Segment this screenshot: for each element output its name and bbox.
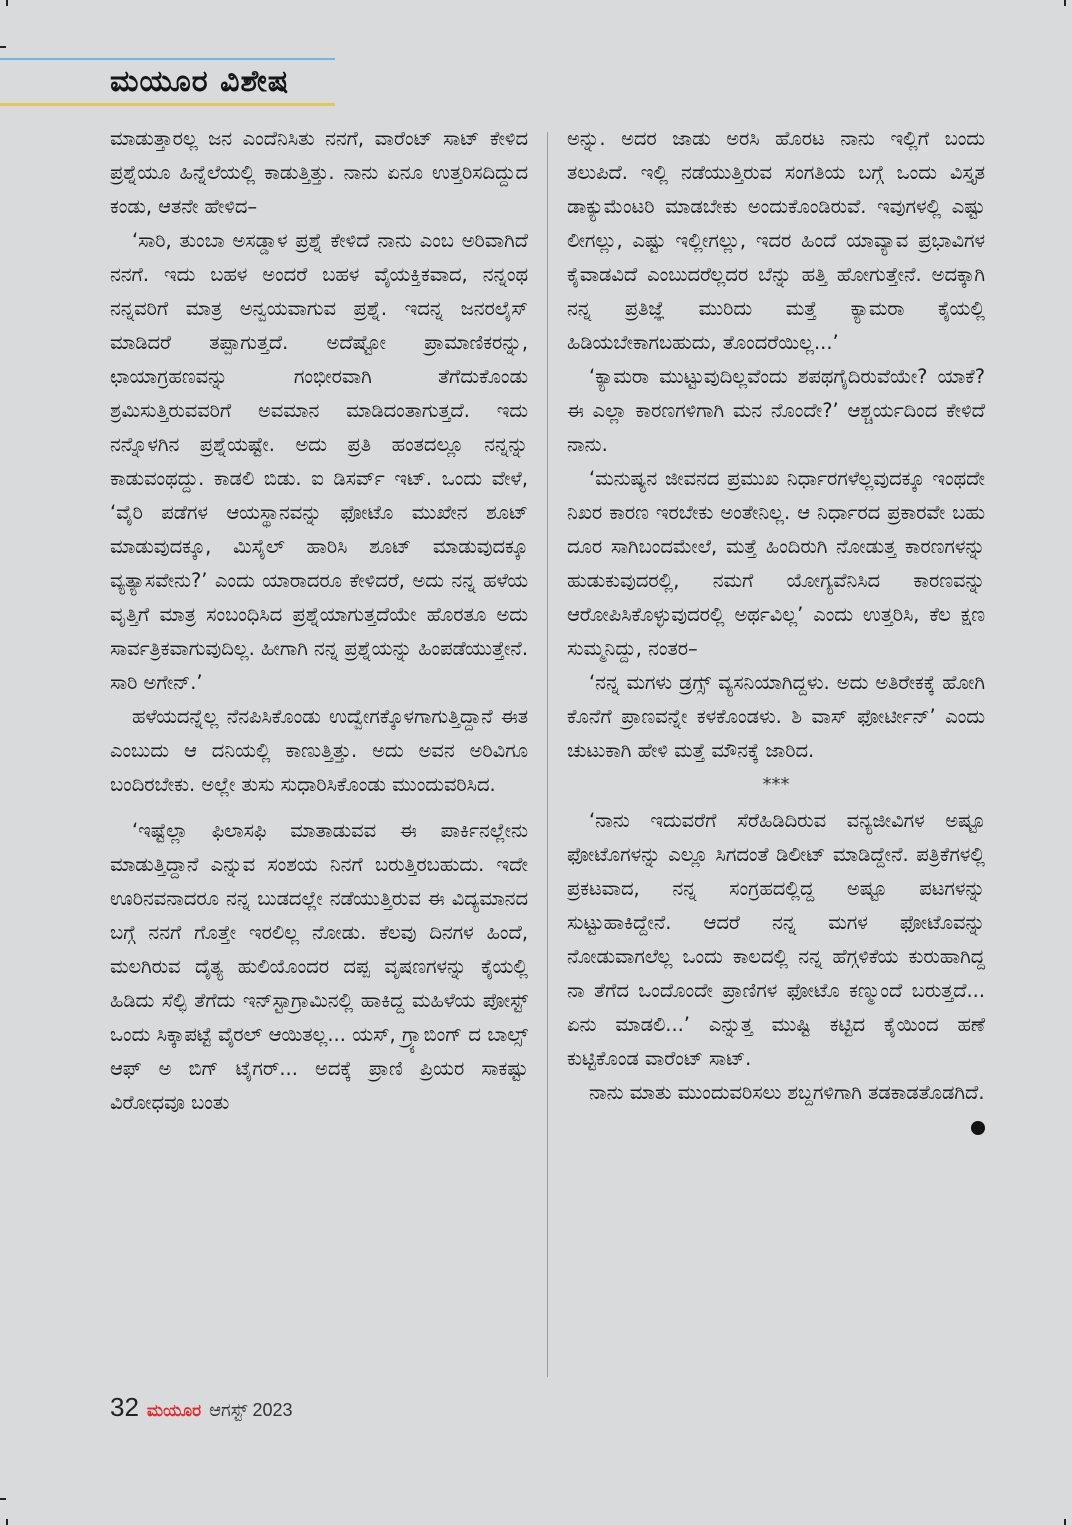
paragraph: ಅನ್ನು. ಅದರ ಜಾಡು ಅರಸಿ ಹೊರಟ ನಾನು ಇಲ್ಲಿಗೆ ಬಂದು ತಲುಪಿದೆ. ಇಲ್ಲಿ ನಡೆಯುತ್ತಿರುವ ಸಂಗತಿಯ ಬಗ್ಗೆ ಒಂದು ವಿಸ್ತೃತ ಡಾಕ್ಯುಮೆಂಟರಿ ಮಾಡಬೇಕು ಅಂದುಕೊಂಡಿರುವೆ. ಇವುಗಳಲ್ಲಿ ಎಷ್ಟು ಲೀಗಲ್ಲು, ಎಷ್ಟು ಇಲ್ಲೀಗಲ್ಲು, ಇದರ ಹಿಂದೆ ಯಾವ್ಯಾವ ಪ್ರಭಾವಿಗಳ ಕೈವಾಡವಿದೆ ಎಂಬುದರೆಲ್ಲದರ ಬೆನ್ನು ಹತ್ತಿ ಹೋಗುತ್ತೇನೆ. ಅದಕ್ಕಾಗಿ ನನ್ನ ಪ್ರತಿಜ್ಞೆ ಮುರಿದು ಮತ್ತೆ ಕ್ಯಾಮರಾ ಕೈಯಲ್ಲಿ ಹಿಡಿಯಬೇಕಾಗಬಹುದು, ತೊಂದರೆಯಿಲ್ಲ...’ <box>567 127 985 354</box>
paragraph: ಮಾಡುತ್ತಾರಲ್ಲ ಜನ ಎಂದೆನಿಸಿತು ನನಗೆ, ವಾರೆಂಟ್ ಸಾಟ್ ಕೇಳಿದ ಪ್ರಶ್ನೆಯೂ ಹಿನ್ನೆಲೆಯಲ್ಲಿ ಕಾಡುತ್ತಿತ್ತು. ನಾನು ಏನೂ ಉತ್ತರಿಸದಿದ್ದುದ ಕಂಡು, ಆತನೇ ಹೇಳಿದ– <box>110 127 528 218</box>
crop-mark-top-left <box>6 0 8 6</box>
right-column <box>567 122 985 1135</box>
header-rule-yellow <box>0 103 335 106</box>
paragraph: ‘ಸಾರಿ, ತುಂಬಾ ಅಸಡ್ಡಾಳ ಪ್ರಶ್ನೆ ಕೇಳಿದೆ ನಾನು ಎಂಬ ಅರಿವಾಗಿದೆ ನನಗೆ. ಇದು ಬಹಳ ಅಂದರೆ ಬಹಳ ವೈಯಕ್ತಿಕವಾದ, ನನ್ನಂಥ ನನ್ನವರಿಗೆ ಮಾತ್ರ ಅನ್ವಯವಾಗುವ ಪ್ರಶ್ನೆ. ಇದನ್ನ ಜನರಲೈಸ್ ಮಾಡಿದರೆ ತಪ್ಪಾಗುತ್ತದೆ. ಅದೆಷ್ಟೋ ಪ್ರಾಮಾಣಿಕರನ್ನು, ಛಾಯಾಗ್ರಹಣವನ್ನು ಗಂಭೀರವಾಗಿ ತೆಗೆದುಕೊಂಡು ಶ್ರಮಿಸುತ್ತಿರುವವರಿಗೆ ಅವಮಾನ ಮಾಡಿದಂತಾಗುತ್ತದೆ. ಇದು ನನ್ನೊಳಗಿನ ಪ್ರಶ್ನೆಯಷ್ಟೇ. ಅದು ಪ್ರತಿ ಹಂತದಲ್ಲೂ ನನ್ನನ್ನು ಕಾಡುವಂಥದ್ದು. ಕಾಡಲಿ ಬಿಡು. ಐ ಡಿಸರ್ವ್ ಇಟ್. ಒಂದು ವೇಳೆ, ‘ವೈರಿ ಪಡೆಗಳ ಆಯಸ್ಥಾನವನ್ನು ಫೋಟೊ ಮುಖೇನ ಶೂಟ್ ಮಾಡುವುದಕ್ಕೂ, ಮಿಸೈಲ್ ಹಾರಿಸಿ ಶೂಟ್ ಮಾಡುವುದಕ್ಕೂ ವ್ಯತ್ಯಾಸವೇನು?’ ಎಂದು ಯಾರಾದರೂ ಕೇಳಿದರೆ, ಅದು ನನ್ನ ಹಳೆಯ ವೃತ್ತಿಗೆ ಮಾತ್ರ ಸಂಬಂಧಿಸಿದ ಪ್ರಶ್ನೆಯಾಗುತ್ತದೆಯೇ ಹೊರತೂ ಅದು ಸಾರ್ವತ್ರಿಕವಾಗುವುದಿಲ್ಲ. ಹೀಗಾಗಿ ನನ್ನ ಪ್ರಶ್ನೆಯನ್ನು ಹಿಂಪಡೆಯುತ್ತೇನೆ. ಸಾರಿ ಅಗೇನ್.’ <box>110 229 528 694</box>
page-number: 32 <box>110 1392 139 1422</box>
crop-mark-bottom-right <box>1064 1519 1066 1525</box>
paragraph: ‘ನನ್ನ ಮಗಳು ಡ್ರಗ್ಸ್ ವ್ಯಸನಿಯಾಗಿದ್ದಳು. ಅದು ಅತಿರೇಕಕ್ಕೆ ಹೋಗಿ ಕೊನೆಗೆ ಪ್ರಾಣವನ್ನೇ ಕಳಕೊಂಡಳು. ಶಿ ವಾಸ್ ಫೋರ್ಟೀನ್’ ಎಂದು ಚುಟುಕಾಗಿ ಹೇಳಿ ಮತ್ತೆ ಮೌನಕ್ಕೆ ಜಾರಿದ. <box>567 671 985 762</box>
paragraph: ‘ಮನುಷ್ಯನ ಜೀವನದ ಪ್ರಮುಖ ನಿರ್ಧಾರಗಳೆಲ್ಲವುದಕ್ಕೂ ಇಂಥದೇ ನಿಖರ ಕಾರಣ ಇರಬೇಕು ಅಂತೇನಿಲ್ಲ. ಆ ನಿರ್ಧಾರದ ಪ್ರಕಾರವೇ ಬಹು ದೂರ ಸಾಗಿಬಂದಮೇಲೆ, ಮತ್ತೆ ಹಿಂದಿರುಗಿ ನೋಡುತ್ತ ಕಾರಣಗಳನ್ನು ಹುಡುಕುವುದರಲ್ಲಿ, ನಮಗೆ ಯೋಗ್ಯವೆನಿಸಿದ ಕಾರಣವನ್ನು ಆರೋಪಿಸಿಕೊಳ್ಳುವುದರಲ್ಲಿ ಅರ್ಥವಿಲ್ಲ’ ಎಂದು ಉತ್ತರಿಸಿ, ಕೆಲ ಕ್ಷಣ ಸುಮ್ಮನಿದ್ದು, ನಂತರ– <box>567 467 985 660</box>
crop-mark-bottom-left <box>6 1519 8 1525</box>
crop-mark-left-upper <box>0 46 6 48</box>
paragraph: ‘ನಾನು ಇದುವರೆಗೆ ಸೆರೆಹಿಡಿದಿರುವ ವನ್ಯಜೀವಿಗಳ ಅಷ್ಟೂ ಫೋಟೊಗಳನ್ನು ಎಲ್ಲೂ ಸಿಗದಂತೆ ಡಿಲೀಟ್ ಮಾಡಿದ್ದೇನೆ. ಪತ್ರಿಕೆಗಳಲ್ಲಿ ಪ್ರಕಟವಾದ, ನನ್ನ ಸಂಗ್ರಹದಲ್ಲಿದ್ದ ಅಷ್ಟೂ ಪಟಗಳನ್ನು ಸುಟ್ಟುಹಾಕಿದ್ದೇನೆ. ಆದರೆ ನನ್ನ ಮಗಳ ಫೋಟೊವನ್ನು ನೋಡುವಾಗಲೆಲ್ಲ ಒಂದು ಕಾಲದಲ್ಲಿ ನನ್ನ ಹೆಗ್ಗಳಿಕೆಯ ಕುರುಹಾಗಿದ್ದ ನಾ ತೆಗೆದ ಒಂದೊಂದೇ ಪ್ರಾಣಿಗಳ ಫೋಟೊ ಕಣ್ಮುಂದೆ ಬರುತ್ತದೆ... ಏನು ಮಾಡಲಿ...’ ಎನ್ನುತ್ತ ಮುಷ್ಟಿ ಕಟ್ಟಿದ ಕೈಯಿಂದ ಹಣೆ ಕುಟ್ಟಿಕೊಂಡ ವಾರೆಂಟ್ ಸಾಟ್. <box>567 809 985 1070</box>
paragraph: ‘ಕ್ಯಾಮರಾ ಮುಟ್ಟುವುದಿಲ್ಲವೆಂದು ಶಪಥಗೈದಿರುವೆಯೇ? ಯಾಕೆ? ಈ ಎಲ್ಲಾ ಕಾರಣಗಳಿಗಾಗಿ ಮನ ನೊಂದೇ?’ ಆಶ್ಚರ್ಯದಿಂದ ಕೇಳಿದೆ ನಾನು. <box>567 365 985 456</box>
header-rule-blue <box>0 58 335 60</box>
paragraph-text: ನಾನು ಮಾತು ಮುಂದುವರಿಸಲು ಶಬ್ದಗಳಿಗಾಗಿ ತಡಕಾಡತೊಡಗಿದೆ. <box>589 1081 985 1104</box>
column-divider <box>547 132 548 1377</box>
section-title: ಮಯೂರ ವಿಶೇಷ <box>110 64 290 99</box>
paragraph: ಹಳೆಯದನ್ನೆಲ್ಲ ನೆನಪಿಸಿಕೊಂಡು ಉದ್ವೇಗಕ್ಕೊಳಗಾಗುತ್ತಿದ್ದಾನೆ ಈತ ಎಂಬುದು ಆ ದನಿಯಲ್ಲಿ ಕಾಣುತ್ತಿತ್ತು. ಅದು ಅವನ ಅರಿವಿಗೂ ಬಂದಿರಬೇಕು. ಅಲ್ಲೇ ತುಸು ಸುಧಾರಿಸಿಕೊಂಡು ಮುಂದುವರಿಸಿದ. <box>110 705 528 796</box>
last-paragraph <box>567 1076 985 1110</box>
left-column <box>110 122 528 1120</box>
page-footer <box>110 1392 293 1428</box>
end-mark-icon <box>971 1121 985 1135</box>
paragraph: ‘ಇಷ್ಟೆಲ್ಲಾ ಫಿಲಾಸಫಿ ಮಾತಾಡುವವ ಈ ಪಾರ್ಕಿನಲ್ಲೇನು ಮಾಡುತ್ತಿದ್ದಾನೆ ಎನ್ನುವ ಸಂಶಯ ನಿನಗೆ ಬರುತ್ತಿರಬಹುದು. ಇದೇ ಊರಿನವನಾದರೂ ನನ್ನ ಬುಡದಲ್ಲೇ ನಡೆಯುತ್ತಿರುವ ಈ ವಿದ್ಯಮಾನದ ಬಗ್ಗೆ ನನಗೆ ಗೊತ್ತೇ ಇರಲಿಲ್ಲ ನೋಡು. ಕೆಲವು ದಿನಗಳ ಹಿಂದೆ, ಮಲಗಿರುವ ದೈತ್ಯ ಹುಲಿಯೊಂದರ ದಪ್ಪ ವೃಷಣಗಳನ್ನು ಕೈಯಲ್ಲಿ ಹಿಡಿದು ಸೆಲ್ಫಿ ತೆಗೆದು ಇನ್‌ಸ್ಟಾಗ್ರಾಮಿನಲ್ಲಿ ಹಾಕಿದ್ದ ಮಹಿಳೆಯ ಪೋಸ್ಟ್ ಒಂದು ಸಿಕ್ಕಾಪಟ್ಟೆ ವೈರಲ್ ಆಯಿತಲ್ಲ... ಯಸ್, ಗ್ರ್ಯಾಬಿಂಗ್ ದ ಬಾಲ್ಸ್ ಆಫ್ ಅ ಬಿಗ್ ಟೈಗರ್... ಅದಕ್ಕೆ ಪ್ರಾಣಿ ಪ್ರಿಯರ ಸಾಕಷ್ಟು ವಿರೋಧವೂ ಬಂತು <box>110 819 528 1114</box>
section-separator: *** <box>762 774 790 795</box>
crop-mark-left-lower <box>0 1498 6 1500</box>
crop-mark-top-right <box>1064 0 1066 6</box>
issue-date: ಆಗಸ್ಟ್ 2023 <box>209 1400 293 1420</box>
magazine-logo: ಮಯೂರ <box>146 1401 202 1421</box>
